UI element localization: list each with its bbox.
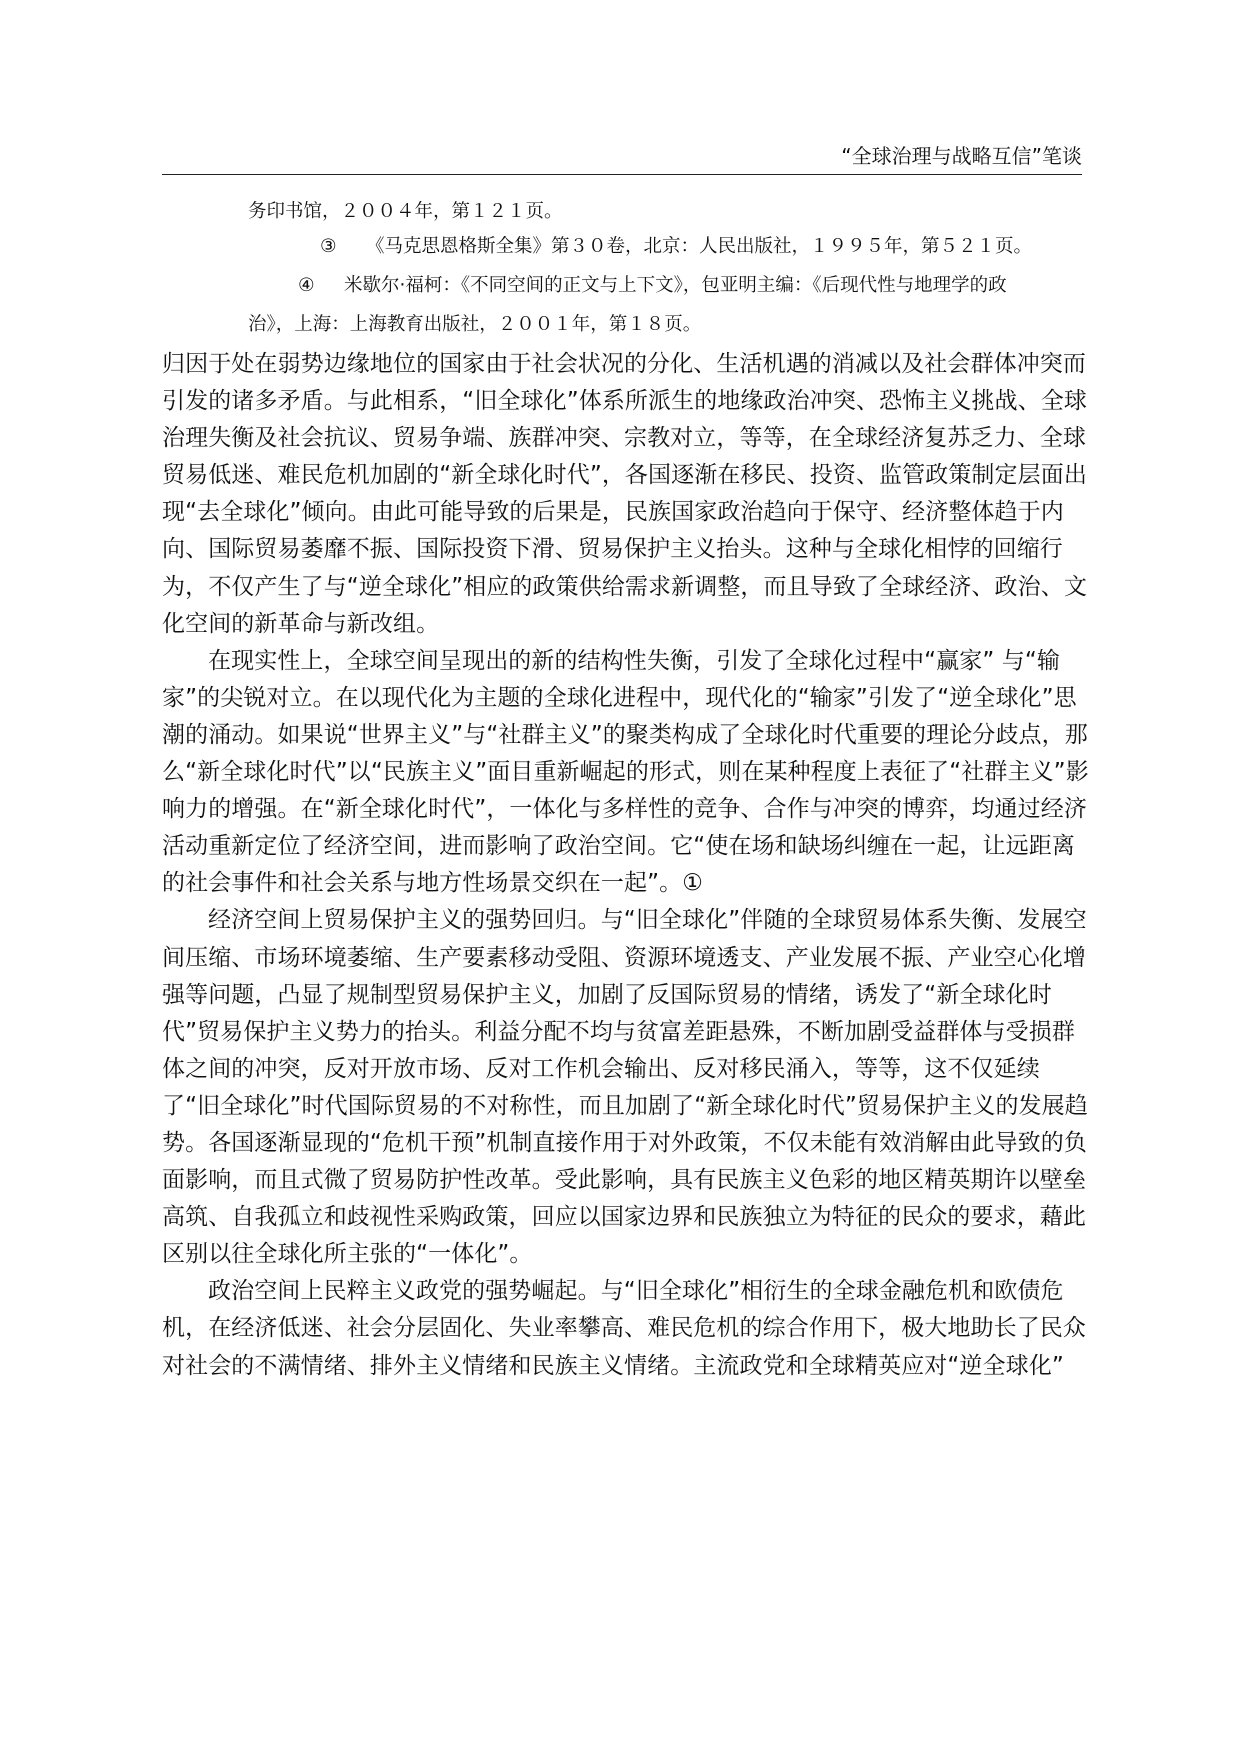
footnote-4	[298, 273, 1007, 299]
paragraph: 政治空间上民粹主义政党的强势崛起。与“旧全球化”相衍生的全球金融危机和欧债危机，在经济低迷、社会分层固化、失业率攀高、难民危机的综合作用下，极大地助长了民众对社会的不满情绪、排外主义情绪和民族主义情绪。主流政党和全球精英应对“逆全球化”	[162, 1278, 1086, 1379]
footnote-3-mark: ③	[320, 236, 337, 257]
footnote-4-mark: ④	[298, 275, 315, 296]
paragraph: 在现实性上，全球空间呈现出的新的结构性失衡，引发了全球化过程中“赢家” 与“输家”的尖锐对立。在以现代化为主题的全球化进程中，现代化的“输家”引发了“逆全球化”思潮的涌动。如果说“世界主义”与“社群主义”的聚类构成了全球化时代重要的理论分歧点，那么“新全球化时代”以“民族主义”面目重新崛起的形式，则在某种程度上表征了“社群主义”影响力的增强。在“新全球化时代”，一体化与多样性的竞争、合作与冲突的博弈，均通过经济活动重新定位了经济空间，进而影响了政治空间。它“使在场和缺场纠缠在一起，让远距离的社会事件和社会关系与地方性场景交织在一起”。①	[162, 647, 1089, 897]
paragraph: 经济空间上贸易保护主义的强势回归。与“旧全球化”伴随的全球贸易体系失衡、发展空间压缩、市场环境萎缩、生产要素移动受阻、资源环境透支、产业发展不振、产业空心化增强等问题，凸显了规制型贸易保护主义，加剧了反国际贸易的情绪，诱发了“新全球化时代”贸易保护主义势力的抬头。利益分配不均与贫富差距悬殊，不断加剧受益群体与受损群体之间的冲突，反对开放市场、反对工作机会输出、反对移民涌入，等等，这不仅延续了“旧全球化”时代国际贸易的不对称性，而且加剧了“新全球化时代”贸易保护主义的发展趋势。各国逐渐显现的“危机干预”机制直接作用于对外政策，不仅未能有效消解由此导致的负面影响，而且式微了贸易防护性改革。受此影响，具有民族主义色彩的地区精英期许以壁垒高筑、自我孤立和歧视性采购政策，回应以国家边界和民族独立为特征的民众的要求，藉此区别以往全球化所主张的“一体化”。	[162, 907, 1088, 1268]
footnote-continuation: 务印书馆，２００４年，第１２１页。	[248, 201, 563, 222]
footnote-3-text: 《马克思恩格斯全集》第３０卷，北京：人民出版社，１９９５年，第５２１页。	[366, 236, 1033, 257]
body-text	[162, 346, 1092, 1385]
footnote-4-continuation: 治》，上海：上海教育出版社，２００１年，第１８页。	[248, 314, 702, 335]
header-rule	[162, 174, 1082, 175]
footnote-3	[320, 234, 1032, 260]
paragraph: 归因于处在弱势边缘地位的国家由于社会状况的分化、生活机遇的消减以及社会群体冲突而引发的诸多矛盾。与此相系，“旧全球化”体系所派生的地缘政治冲突、恐怖主义挑战、全球治理失衡及社会抗议、贸易争端、族群冲突、宗教对立，等等，在全球经济复苏乏力、全球贸易低迷、难民危机加剧的“新全球化时代”，各国逐渐在移民、投资、监管政策制定层面出现“去全球化”倾向。由此可能导致的后果是，民族国家政治趋向于保守、经济整体趋于内向、国际贸易萎靡不振、国际投资下滑、贸易保护主义抬头。这种与全球化相悖的回缩行为，不仅产生了与“逆全球化”相应的政策供给需求新调整，而且导致了全球经济、政治、文化空间的新革命与新改组。	[162, 351, 1087, 637]
running-header: “全球治理与战略互信”笔谈	[841, 144, 1082, 168]
footnote-4-text: 米歇尔·福柯：《不同空间的正文与上下文》，包亚明主编：《后现代性与地理学的政	[344, 275, 1007, 296]
